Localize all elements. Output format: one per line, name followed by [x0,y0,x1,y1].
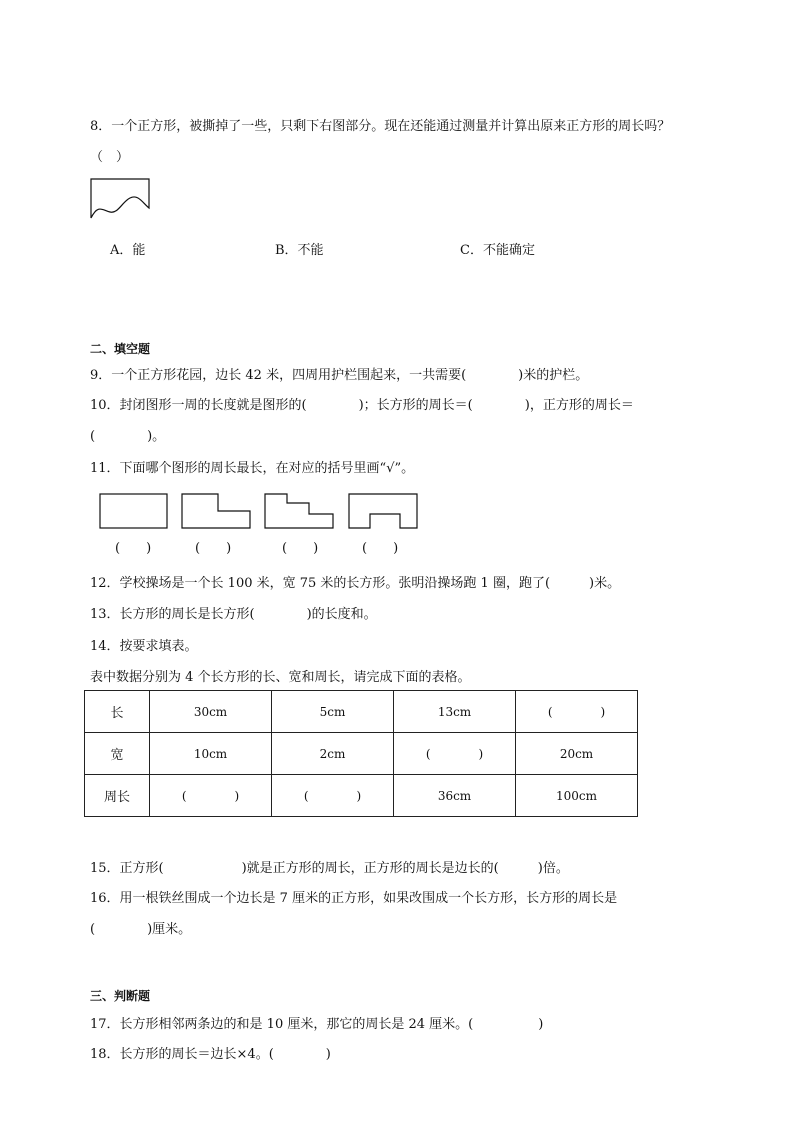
table-cell: 100cm [516,775,638,817]
q11-blank-1: ( ) [115,541,152,556]
q17-text: 17．长方形相邻两条边的和是 10 厘米，那它的周长是 24 厘米。( ) [90,1017,544,1032]
q15-text: 15．正方形( )就是正方形的周长，正方形的周长是边长的( )倍。 [90,861,569,876]
q16-text-line1: 16．用一根铁丝围成一个边长是 7 厘米的正方形，如果改围成一个长方形，长方形的周长是 [90,891,618,906]
table-row-width [85,733,638,775]
section-title-fill-blank: 二、填空题 [90,342,151,356]
table-cell-blank: ( ) [394,733,516,775]
row-header-length: 长 [85,691,150,733]
shape-arch-rectangle [348,493,420,529]
q11-blank-2: ( ) [195,541,232,556]
q8-text: 8．一个正方形，被撕掉了一些，只剩下右图部分。现在还能通过测量并计算出原来正方形的周长吗？ [90,119,671,134]
q10-text-line2: ( )。 [90,429,166,444]
shape-stepped-rectangle [264,493,336,529]
q8-option-c: C．不能确定 [460,243,535,258]
table-cell: 5cm [272,691,394,733]
table-cell: 20cm [516,733,638,775]
q14-description: 表中数据分别为 4 个长方形的长、宽和周长，请完成下面的表格。 [90,670,471,685]
table-cell: 13cm [394,691,516,733]
q10-text-line1: 10．封闭图形一周的长度就是图形的( )；长方形的周长＝( )，正方形的周长＝ [90,398,634,413]
table-cell: 36cm [394,775,516,817]
shape-rectangle [99,493,169,529]
table-cell-blank: ( ) [150,775,272,817]
table-cell-blank: ( ) [516,691,638,733]
torn-square-figure [90,178,152,220]
q8-answer-blank: （ ） [90,150,130,165]
table-cell: 2cm [272,733,394,775]
table-cell: 10cm [150,733,272,775]
q8-option-a: A．能 [110,243,146,258]
q13-text: 13．长方形的周长是长方形( )的长度和。 [90,607,377,622]
q11-blank-4: ( ) [362,541,399,556]
q16-text-line2: ( )厘米。 [90,922,192,937]
shape-notched-rectangle [181,493,253,529]
q8-option-b: B．不能 [275,243,324,258]
row-header-width: 宽 [85,733,150,775]
q9-text: 9．一个正方形花园，边长 42 米，四周用护栏围起来，一共需要( )米的护栏。 [90,368,589,383]
q11-text: 11．下面哪个图形的周长最长，在对应的括号里画“√”。 [90,461,415,476]
q12-text: 12．学校操场是一个长 100 米，宽 75 米的长方形。张明沿操场跑 1 圈，跑了( )米。 [90,576,621,591]
q11-blank-3: ( ) [282,541,319,556]
table-row-perimeter [85,775,638,817]
section-title-true-false: 三、判断题 [90,989,151,1003]
table-row-length [85,691,638,733]
row-header-perimeter: 周长 [85,775,150,817]
table-cell-blank: ( ) [272,775,394,817]
q18-text: 18．长方形的周长＝边长×4。( ) [90,1047,331,1062]
q14-text: 14．按要求填表。 [90,639,198,654]
table-cell: 30cm [150,691,272,733]
rectangle-data-table [84,690,638,817]
